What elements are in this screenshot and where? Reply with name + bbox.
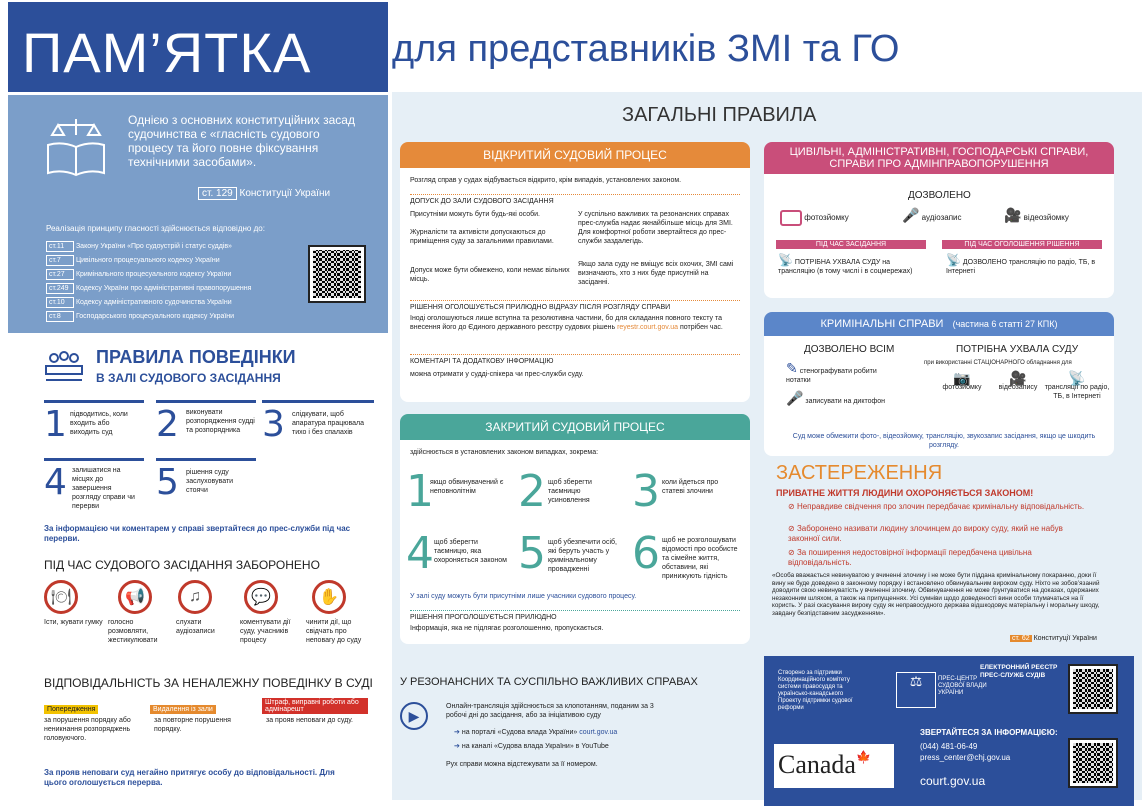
open-h3: РІШЕННЯ ОГОЛОШУЄТЬСЯ ПРИЛЮДНО ВІДРАЗУ ПІСЛЯ РОЗГЛЯДУ СПРАВИ — [410, 300, 740, 312]
closed-trial-card: ЗАКРИТИЙ СУДОВИЙ ПРОЦЕС здійснюється в установлених законом випадках, зокрема: 1 якщо обвинувачений є неповнолітнім 2 щоб зберегти таємницю усиновлення 3 коли йдеться про статеві злочини 4 щоб зберегти таємницю, яка охороняється законом 5 щоб убезпечити осіб, які беруть участь у кримінальному провадженні 6 щоб не розголошувати відомості про особисте та сімейне життя, обставини, які принижують гідність У залі суду можуть бути присутніми лише учасники судового процесу. РІШЕННЯ ПРОГОЛОШУЄТЬСЯ ПРИЛЮДНО Інформація, яка не підлягає розголошенню, пропускається. — [400, 414, 750, 644]
video-camera-icon: 🎥 — [1009, 370, 1027, 386]
warning-icon: ⊘ — [788, 502, 795, 511]
reyestr-link[interactable]: reyestr.court.gov.ua — [617, 324, 679, 331]
intro-block — [8, 95, 388, 333]
press-note: За інформацією чи коментарем у справі звертайтеся до прес-служби під час перерви. — [44, 524, 351, 543]
qr-code[interactable] — [310, 247, 364, 301]
criminal-photo: 📷 фотозйомку — [936, 374, 988, 392]
warn-item: ⊘ За поширення недостовірної інформації передбачена цивільна відповідальність. — [788, 548, 1032, 567]
footer-phone: (044) 481-06-49 — [920, 742, 978, 751]
civil-allowed2: 📡 ДОЗВОЛЕНО трансляцію по радіо, ТБ, в Інтернеті — [946, 253, 1096, 275]
civil-head: ЦИВІЛЬНІ, АДМІНІСТРАТИВНІ, ГОСПОДАРСЬКІ СПРАВИ, СПРАВИ ПРО АДМІНПРАВОПОРУШЕННЯ — [764, 142, 1114, 174]
scales-icon: ⚖ — [896, 672, 936, 708]
laws-title: Реалізація принципу гласності здійснюється відповідно до: — [46, 224, 265, 233]
reso-title: У РЕЗОНАНСНИХ ТА СУСПІЛЬНО ВАЖЛИВИХ СПРАВАХ — [400, 676, 698, 688]
reso-l2: ➔ на каналі «Судова влада України» в YouTube — [454, 743, 609, 750]
footer-site[interactable]: court.gov.ua — [920, 774, 986, 788]
criminal-card — [764, 312, 1114, 456]
open-head: ВІДКРИТИЙ СУДОВИЙ ПРОЦЕС — [400, 142, 750, 168]
criminal-limit: Суд може обмежити фото-, відеозйомку, трансляцію, звукозапис засідання, якщо це шкодить розгляду. — [792, 433, 1096, 449]
footer-registry: ЕЛЕКТРОННИЙ РЕЄСТР ПРЕС-СЛУЖБ СУДІВ — [980, 664, 1058, 679]
warn-sub: ПРИВАТНЕ ЖИТТЯ ЛЮДИНИ ОХОРОНЯЄТЬСЯ ЗАКОНОМ! — [776, 488, 1034, 498]
rule-item: 3 слідкувати, щоб апаратура працювала тихо і без спалахів — [262, 400, 374, 403]
liability-title: ВІДПОВІДАЛЬНІСТЬ ЗА НЕНАЛЕЖНУ ПОВЕДІНКУ В СУДІ — [44, 676, 373, 690]
forbidden-item: 💬 коментувати дії суду, учасників процесу — [240, 580, 306, 645]
criminal-video: 🎥 відеозапису — [992, 374, 1044, 392]
open-p4: можна отримати у судді-спікера чи прес-служби суду. — [410, 371, 584, 378]
intro-quote: Однією з основних конституційних засад судочинства є «гласність судового процесу та його повне фіксування технічними засобами». — [128, 113, 355, 169]
warn-item: ⊘ Неправдиве свідчення про злочин передбачає кримінальну відповідальність. — [788, 502, 1085, 511]
civil-allowed: ДОЗВОЛЕНО — [908, 190, 971, 201]
law-item: ст.11 Закону України «Про судоустрій і статус суддів» — [46, 241, 316, 252]
footer-block — [764, 656, 1134, 806]
warn-ref: ст. 62 Конституції України — [1012, 635, 1097, 642]
law-item: ст.249 Кодексу України про адміністративні правопорушення — [46, 283, 316, 294]
footer-contact-title: ЗВЕРТАЙТЕСЯ ЗА ІНФОРМАЦІЄЮ: — [920, 728, 1058, 737]
open-c2a: У суспільно важливих та резонансних справах прес-служба надає якнайбільше місць для ЗМІ. Для комфортної роботи звертайтеся до прес-служби заздалегідь. — [578, 211, 733, 245]
closed-h2: РІШЕННЯ ПРОГОЛОШУЄТЬСЯ ПРИЛЮДНО — [410, 610, 740, 622]
criminal-broad: 📡 трансляції по радіо, ТБ, в Інтернеті — [1044, 370, 1110, 400]
criminal-dict: 🎤 записувати на диктофон — [786, 390, 886, 406]
law-item: ст.10 Кодексу адміністративного судочинства України — [46, 297, 316, 308]
open-h4: КОМЕНТАРІ ТА ДОДАТКОВУ ІНФОРМАЦІЮ — [410, 354, 740, 366]
civil-during-tag: ПІД ЧАС ЗАСІДАННЯ — [776, 240, 926, 249]
civil-photo: фотозйомку — [780, 210, 849, 226]
rule-item: 2 виконувати розпорядження судді та розпорядника — [156, 400, 256, 403]
court-link[interactable]: court.gov.ua — [579, 729, 618, 736]
camera-icon — [780, 210, 802, 226]
no-talking-icon: 📢 — [118, 580, 152, 614]
forbidden-item: 🍽 їсти, жувати гумку — [44, 580, 106, 627]
liability-item: Попередження за порушення порядку або неникнання розпоряджень головуючого. — [44, 706, 131, 742]
open-h2: ДОПУСК ДО ЗАЛИ СУДОВОГО ЗАСІДАННЯ — [410, 194, 740, 206]
reso-l1: ➔ на порталі «Судова влада України» court.gov.ua — [454, 729, 618, 736]
warn-item: ⊘ Заборонено називати людину злочинцем до вироку суду, який не набув законної сили. — [788, 524, 1063, 543]
rule-item: 5 рішення суду заслуховувати стоячи — [156, 458, 256, 461]
liability-item: Штраф, виправні роботи або адмінарешт за прояв неповаги до суду. — [262, 698, 368, 725]
law-item: ст.7 Цивільного процесуального кодексу України — [46, 255, 316, 266]
liability-item: Видалення із зали за повторне порушення порядку. — [150, 698, 250, 734]
open-trial-card — [400, 142, 750, 402]
ref-tag: ст. 129 — [198, 187, 237, 200]
closed-note: У залі суду можуть бути присутніми лише учасники судового процесу. — [410, 593, 637, 600]
civil-announce-tag: ПІД ЧАС ОГОЛОШЕННЯ РІШЕННЯ — [942, 240, 1102, 249]
closed-p1: здійснюється в установлених законом випадках, зокрема: — [410, 449, 599, 456]
broadcast-icon: 📡 — [1068, 370, 1086, 386]
civil-video: 🎥 відеозйомку — [1004, 207, 1069, 223]
closed-head: ЗАКРИТИЙ СУДОВИЙ ПРОЦЕС — [400, 414, 750, 440]
microphone-icon: 🎤 — [902, 207, 920, 223]
open-p1: Розгляд справ у судах відбувається відкрито, крім випадків, установлених законом. — [410, 177, 682, 184]
video-camera-icon: 🎥 — [1004, 207, 1022, 223]
footer-email[interactable]: press_center@chj.gov.ua — [920, 753, 1011, 762]
warning-icon: ⊘ — [788, 548, 795, 557]
qr-code[interactable] — [1070, 740, 1116, 786]
title-right: для представників ЗМІ та ГО — [392, 28, 900, 70]
liability-footer: За прояв неповаги суд негайно притягує особу до відповідальності. Для цього оголошується перерва. — [44, 768, 335, 787]
no-comment-icon: 💬 — [244, 580, 278, 614]
warning-icon: ⊘ — [788, 524, 795, 533]
criminal-head: КРИМІНАЛЬНІ СПРАВИ (частина 6 статті 27 КПК) — [764, 312, 1114, 336]
open-p3: Іноді оголошуються лише вступна та резолютивна частини, бо для складання повного тексту та внесення його до Єдиного державного реєстру судових рішень reyestr.court.gov.ua потрібен час. — [410, 315, 723, 331]
law-item: ст.8 Господарського процесуального кодексу України — [46, 311, 316, 322]
forbidden-list — [44, 580, 374, 660]
canada-logo: Canada🍁 — [774, 744, 894, 788]
general-title: ЗАГАЛЬНІ ПРАВИЛА — [622, 104, 817, 126]
criminal-need: ПОТРІБНА УХВАЛА СУДУ — [956, 344, 1079, 355]
forbidden-item: ✋ чинити дії, що свідчать про неповагу до суду — [306, 580, 374, 645]
reso-p1: Онлайн-трансляція здійснюється за клопотанням, поданим за 3 робочі дні до засідання, або за ініціативою суду — [446, 703, 654, 719]
open-c1c: Допуск може бути обмежено, коли немає вільних місць. — [410, 267, 570, 283]
civil-audio: 🎤 аудіозапис — [902, 207, 962, 223]
rule-item: 1 підводитись, коли входить або виходить суд — [44, 400, 144, 403]
civil-card — [764, 142, 1114, 298]
qr-code[interactable] — [1070, 666, 1116, 712]
pencil-icon: ✎ — [786, 360, 798, 376]
criminal-stat: при використанні СТАЦІОНАРНОГО обладнання для — [924, 360, 1072, 366]
no-eating-icon: 🍽 — [44, 580, 78, 614]
warn-title: ЗАСТЕРЕЖЕННЯ — [776, 462, 943, 484]
forbidden-item: 📢 голосно розмовляти, жестикулювати — [108, 580, 174, 645]
laws-list — [46, 241, 316, 325]
open-c2b: Якщо зала суду не вміщує всіх охочих, ЗМІ самі визначають, хто з них буде присутній на засіданні. — [578, 261, 734, 286]
broadcast-icon: 📡 — [778, 253, 793, 267]
footer-press: ПРЕС-ЦЕНТР СУДОВОЇ ВЛАДИ УКРАЇНИ — [938, 676, 987, 696]
behavior-title: ПРАВИЛА ПОВЕДІНКИ — [96, 347, 296, 367]
criminal-all: ДОЗВОЛЕНО ВСІМ — [804, 344, 895, 355]
title-left: ПАМ’ЯТКА — [8, 2, 388, 92]
open-c1b: Журналісти та активісти допускаються до приміщення суду за загальними правилами. — [410, 229, 554, 245]
camera-icon: 📷 — [953, 370, 971, 386]
microphone-icon: 🎤 — [786, 390, 804, 406]
play-icon[interactable]: ▶ — [400, 702, 428, 730]
rule-item: 4 залишатися на місцях до завершення розгляду справи чи перерви — [44, 458, 144, 461]
criminal-steno: ✎ стенографувати робити нотатки — [786, 360, 877, 384]
law-book-icon — [44, 117, 108, 177]
closed-p2: Інформація, яка не підлягає розголошенню, пропускається. — [410, 625, 604, 632]
civil-need: 📡 ПОТРІБНА УХВАЛА СУДУ на трансляцію (в тому числі і в соцмережах) — [778, 253, 913, 275]
courtroom-icon — [44, 350, 84, 384]
warn-quote: «Особа вважається невинуватою у вчиненні злочину і не може бути піддана кримінальному покаранню, доки її вину не буде доведено в законному порядку і встановлено обвинувальним вироком суду. Ніхто не зобов’язаний доводити свою невинуватість у вчиненні злочину. Обвинувачення не може ґрунтуватися на доказах, одержаних незаконним шляхом, а також на припущеннях. Усі сумніви щодо доведеності вини особи тлумачаться на її користь. У разі скасування вироку суду як неправосудного держава відшкодовує матеріальну і моральну шкоду, завдану безпідставним засудженням». — [772, 572, 1100, 617]
forbidden-title: ПІД ЧАС СУДОВОГО ЗАСІДАННЯ ЗАБОРОНЕНО — [44, 558, 320, 572]
no-music-icon: ♫ — [178, 580, 212, 614]
law-item: ст.27 Кримінального процесуального кодексу України — [46, 269, 316, 280]
broadcast-icon: 📡 — [946, 253, 961, 267]
behavior-subtitle: В ЗАЛІ СУДОВОГО ЗАСІДАННЯ — [96, 371, 281, 385]
open-c1a: Присутніми можуть бути будь-які особи. — [410, 211, 540, 218]
intro-ref — [198, 188, 330, 199]
no-gesture-icon: ✋ — [312, 580, 346, 614]
forbidden-item: ♫ слухати аудіозаписи — [176, 580, 238, 636]
footer-created: Створено за підтримки Координаційного комітету системи правосуддя та українсько-канадського Проекту підтримки судової реформи — [778, 670, 853, 711]
reso-p2: Рух справи можна відстежувати за її номером. — [446, 761, 598, 768]
ref-text: Конституції України — [239, 188, 331, 199]
